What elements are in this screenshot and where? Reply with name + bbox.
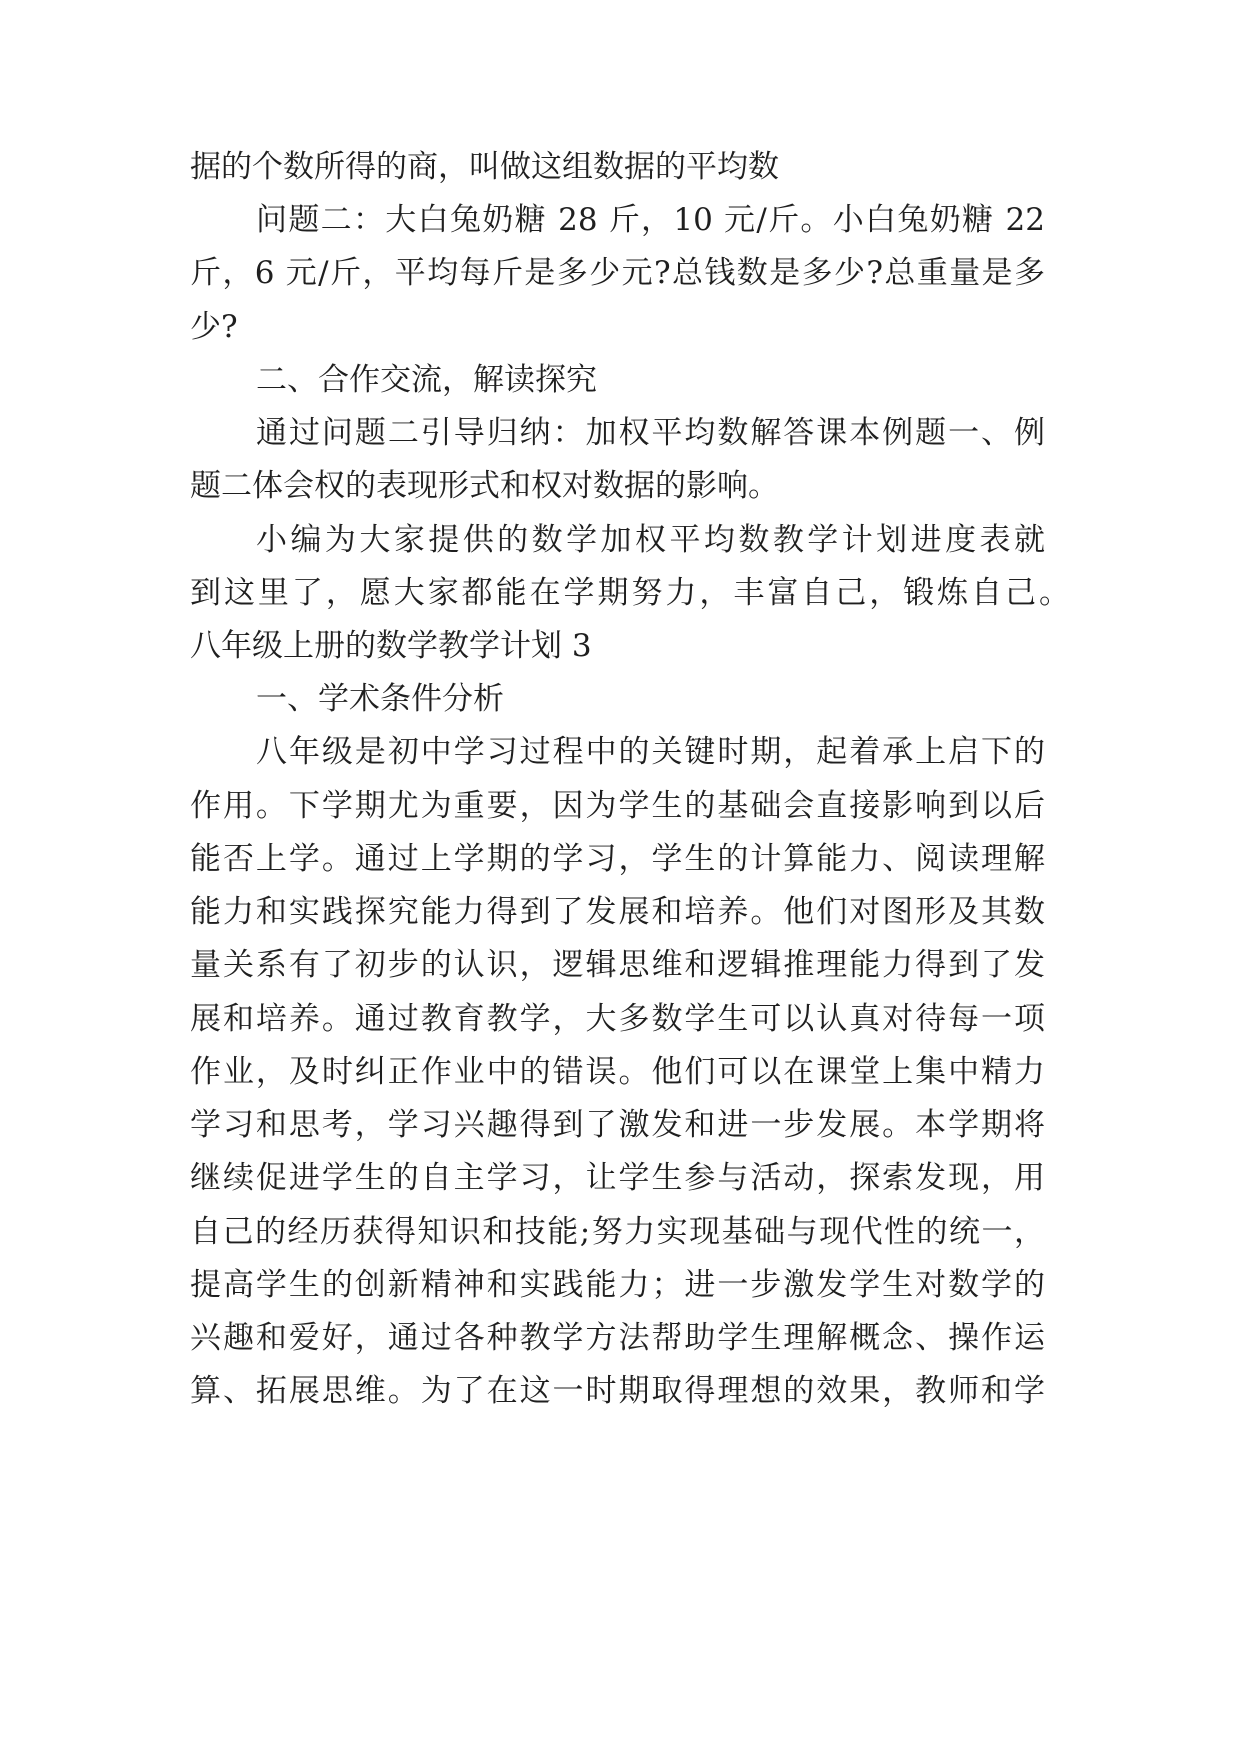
text-line: 到这里了，愿大家都能在学期努力，丰富自己，锻炼自己。 [190, 575, 1070, 611]
text-line: 学习和思考，学习兴趣得到了激发和进一步发展。本学期将 [190, 1107, 1045, 1143]
text-line: 算、拓展思维。为了在这一时期取得理想的效果，教师和学 [190, 1373, 1045, 1409]
text-line: 继续促进学生的自主学习，让学生参与活动，探索发现，用 [190, 1160, 1045, 1196]
section-heading: 一、学术条件分析 [256, 681, 504, 717]
text-line: 问题二：大白兔奶糖 28 斤，10 元/斤。小白兔奶糖 22 [256, 202, 1045, 238]
text-line: 自己的经历获得知识和技能;努力实现基础与现代性的统一， [190, 1214, 1045, 1250]
text-line: 量关系有了初步的认识，逻辑思维和逻辑推理能力得到了发 [190, 947, 1045, 983]
document-title: 八年级上册的数学教学计划 3 [190, 628, 592, 664]
section-heading: 二、合作交流，解读探究 [256, 362, 597, 398]
text-line: 能力和实践探究能力得到了发展和培养。他们对图形及其数 [190, 894, 1045, 930]
text-line: 能否上学。通过上学期的学习，学生的计算能力、阅读理解 [190, 841, 1045, 877]
text-line: 少? [190, 309, 238, 345]
text-line: 兴趣和爱好，通过各种教学方法帮助学生理解概念、操作运 [190, 1320, 1045, 1356]
text-line: 小编为大家提供的数学加权平均数教学计划进度表就 [256, 522, 1045, 558]
text-line: 据的个数所得的商，叫做这组数据的平均数 [190, 149, 779, 185]
text-line: 展和培养。通过教育教学，大多数学生可以认真对待每一项 [190, 1001, 1045, 1037]
text-line: 作用。下学期尤为重要，因为学生的基础会直接影响到以后 [190, 788, 1045, 824]
text-line: 斤，6 元/斤，平均每斤是多少元?总钱数是多少?总重量是多 [190, 255, 1045, 291]
text-line: 八年级是初中学习过程中的关键时期，起着承上启下的 [256, 734, 1045, 770]
text-line: 题二体会权的表现形式和权对数据的影响。 [190, 468, 779, 504]
text-line: 作业，及时纠正作业中的错误。他们可以在课堂上集中精力 [190, 1054, 1045, 1090]
text-line: 通过问题二引导归纳：加权平均数解答课本例题一、例 [256, 415, 1045, 451]
text-line: 提高学生的创新精神和实践能力；进一步激发学生对数学的 [190, 1267, 1045, 1303]
